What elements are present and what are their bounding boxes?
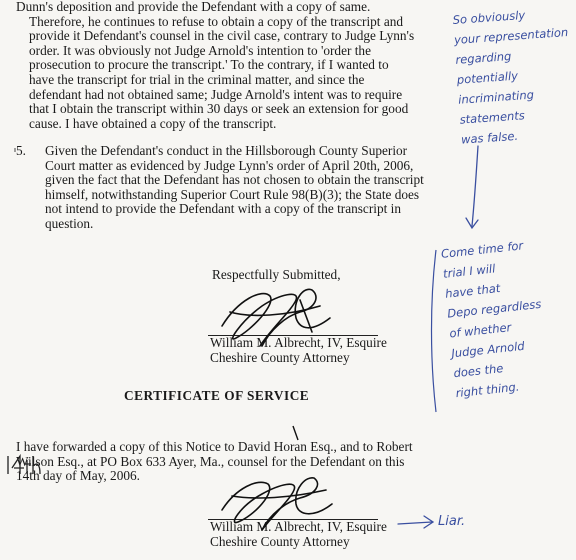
signer-title: Cheshire County Attorney — [210, 533, 350, 549]
text-line: Wilson Esq., at PO Box 633 Ayer, Ma., counsel for the Defendant on this — [16, 453, 405, 469]
note-line: statements — [459, 108, 526, 127]
ink-bracket — [432, 250, 437, 412]
note-line: Judge Arnold — [450, 338, 526, 361]
handwritten-note-liar: Liar. — [438, 514, 466, 529]
ink-arrow-1 — [466, 146, 478, 228]
signer-name: William M. Albrecht, IV, Esquire — [210, 335, 387, 350]
text-line: provide it Defendant's counsel in the civil case, contrary to Judge Lynn's — [29, 28, 415, 44]
signature-scribble-1 — [222, 289, 330, 346]
text-line: prosecution to procure the transcript.' To the contrary, if I wanted to — [29, 57, 389, 73]
note-line: potentially — [456, 68, 519, 87]
signature-scribble-2 — [222, 478, 332, 530]
text-line: himself, notwithstanding Superior Court Rule 98(B)(3); the State does — [45, 186, 420, 202]
text-line: given the fact that the Defendant has not chosen to obtain the transcript — [45, 172, 424, 188]
note-line: Depo regardless — [446, 296, 542, 321]
note-line: regarding — [454, 48, 512, 67]
note-line: does the — [452, 361, 504, 381]
handwritten-date — [8, 456, 40, 474]
note-line: Come time for — [440, 238, 524, 261]
text-line: Dunn's deposition and provide the Defendant with a copy of same. — [16, 0, 371, 14]
text-line: Court matter as evidenced by Judge Lynn's order of April 20th, 2006, — [45, 157, 414, 173]
handwritten-note-middle — [440, 234, 551, 403]
text-line: 14th day of May, 2006. — [16, 468, 140, 484]
note-line: right thing. — [454, 379, 520, 401]
text-line: order. It was obviously not Judge Arnold's intention to 'order the — [29, 42, 371, 58]
text-line: not intend to provide the Defendant with a copy of the transcript in — [45, 201, 401, 217]
note-line: of whether — [448, 320, 512, 341]
signer-name: William M. Albrecht, IV, Esquire — [210, 519, 387, 534]
handwritten-note-top — [452, 2, 576, 150]
note-line: was false. — [460, 128, 519, 147]
text-line: defendant had not obtained same; Judge Arnold's intent was to require — [29, 86, 403, 102]
initial-mark — [293, 426, 298, 440]
closing-text: Respectfully Submitted, — [212, 267, 341, 282]
text-line: cause. I have obtained a copy of the transcript. — [29, 115, 277, 131]
signer-title: Cheshire County Attorney — [210, 349, 350, 365]
text-line: question. — [45, 215, 94, 231]
text-line: I have forwarded a copy of this Notice to David Horan Esq., and to Robert — [16, 439, 413, 454]
note-line: So obviously — [452, 7, 526, 27]
text-line: Given the Defendant's conduct in the Hillsborough County Superior — [45, 143, 408, 158]
certificate-title: CERTIFICATE OF SERVICE — [124, 388, 310, 403]
note-line: your representation — [453, 24, 569, 47]
text-line: Therefore, he continues to refuse to obtain a copy of the transcript and — [29, 13, 404, 29]
item-number: 5. — [16, 143, 26, 158]
ink-arrow-2 — [398, 516, 433, 528]
note-line: have that — [444, 280, 501, 301]
text-line: that I obtain the transcript within 30 days or seek an extension for good — [29, 101, 409, 117]
text-line: have the transcript for trial in the criminal matter, and since the — [29, 71, 365, 87]
note-line: trial I will — [442, 261, 496, 281]
note-line: incriminating — [457, 87, 535, 107]
